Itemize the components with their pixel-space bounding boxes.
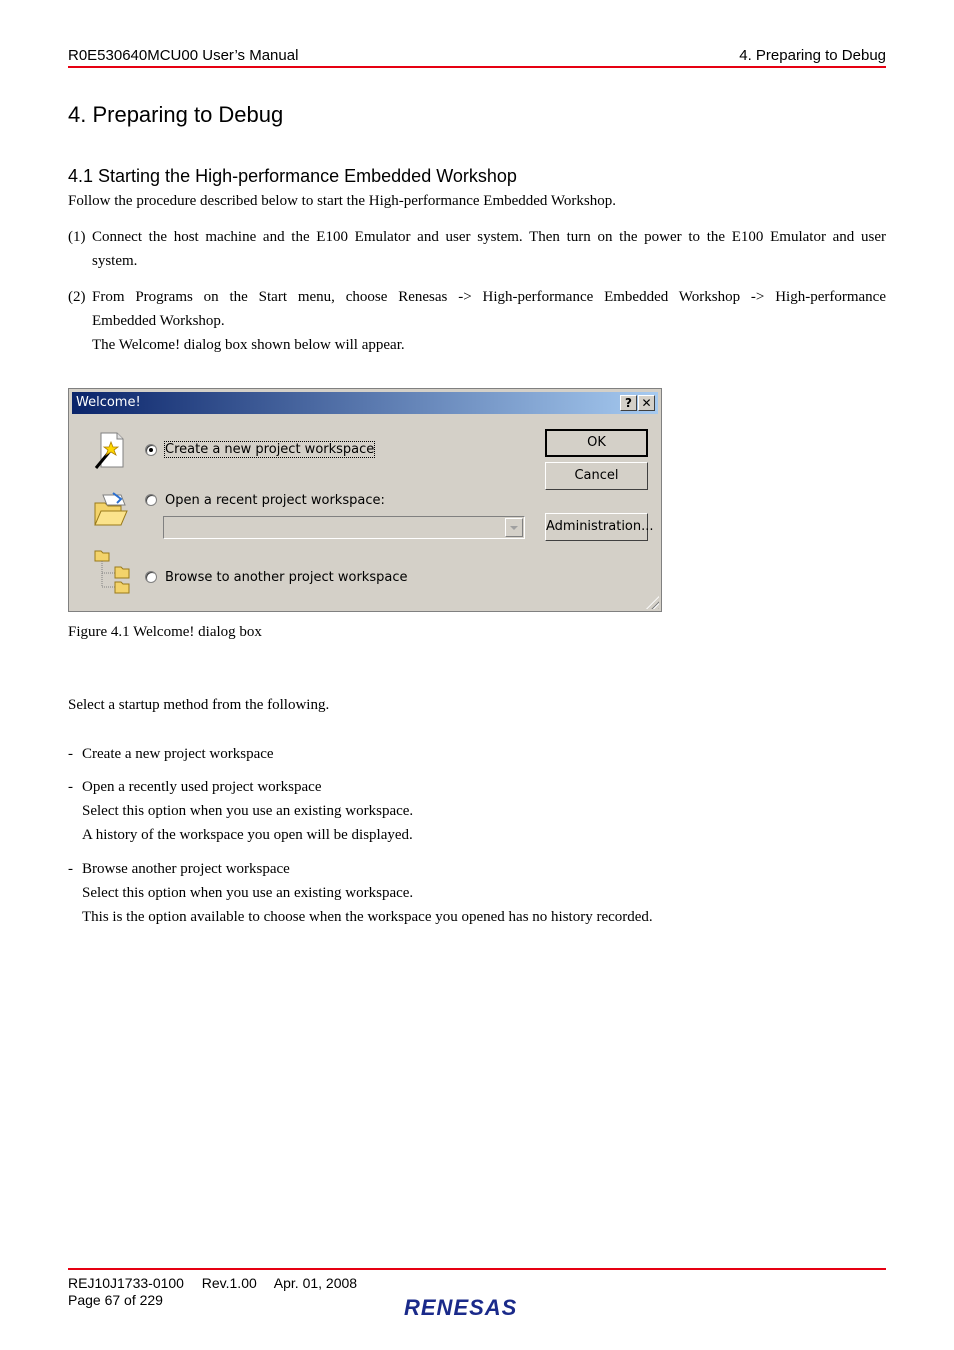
dialog-title: Welcome! — [76, 395, 141, 410]
browse-workspace-radio[interactable] — [145, 571, 157, 583]
recent-workspace-combo[interactable] — [163, 516, 525, 539]
open-folder-icon — [91, 491, 129, 529]
dialog-titlebar — [72, 392, 658, 414]
step-number: (2) — [68, 289, 86, 305]
footer-doc-id: REJ10J1733-0100 — [68, 1275, 184, 1291]
help-button[interactable]: ? — [620, 395, 637, 411]
list-item-title: Browse another project workspace — [82, 861, 290, 877]
running-header-title: R0E530640MCU00 User’s Manual — [68, 47, 299, 64]
folder-tree-icon — [93, 547, 131, 595]
step-2 — [68, 285, 886, 357]
close-button[interactable] — [638, 395, 655, 411]
footer-rule — [68, 1268, 886, 1270]
new-project-wand-icon — [93, 431, 127, 471]
step-1 — [68, 225, 886, 273]
open-recent-workspace-radio[interactable] — [145, 494, 157, 506]
step-text-line: Embedded Workshop. — [92, 313, 225, 329]
footer-doc-info — [68, 1275, 357, 1291]
startup-options-list — [68, 742, 886, 929]
create-new-workspace-label[interactable]: Create a new project workspace — [165, 442, 375, 457]
renesas-logo — [404, 1294, 552, 1320]
administration-button[interactable]: Administration... — [545, 513, 648, 541]
list-item: - Browse another project workspace Select this option when you use an existing workspace. This is the option available to choose when the workspace you opened has no history recorded. — [68, 857, 886, 929]
svg-text:RENESAS: RENESAS — [404, 1295, 518, 1320]
step-text-line: The Welcome! dialog box shown below will appear. — [92, 337, 405, 353]
ok-button[interactable]: OK — [545, 429, 648, 457]
list-item-detail: This is the option available to choose when the workspace you opened has no history recorded. — [82, 909, 653, 925]
select-instruction: Select a startup method from the following. — [68, 697, 330, 713]
close-icon: ✕ — [641, 396, 652, 410]
step-text-line: system. — [92, 253, 138, 269]
list-item-title: Create a new project workspace — [82, 746, 274, 762]
browse-workspace-label[interactable]: Browse to another project workspace — [165, 570, 408, 585]
figure-caption: Figure 4.1 Welcome! dialog box — [68, 624, 262, 640]
footer-page-number: Page 67 of 229 — [68, 1292, 163, 1308]
step-text-line: From Programs on the Start menu, choose Renesas -> High-performance Embedded Workshop -> High-performance — [92, 289, 886, 305]
intro-paragraph: Follow the procedure described below to start the High-performance Embedded Workshop. — [68, 193, 616, 209]
resize-grip-icon[interactable] — [646, 596, 659, 609]
step-number: (1) — [68, 229, 86, 245]
cancel-button[interactable]: Cancel — [545, 462, 648, 490]
welcome-dialog — [68, 388, 662, 612]
chapter-title: 4. Preparing to Debug — [68, 102, 284, 127]
step-text-line: Connect the host machine and the E100 Emulator and user system. Then turn on the power to the E100 Emulator and user — [92, 229, 886, 245]
list-item-detail: Select this option when you use an existing workspace. — [82, 885, 414, 901]
list-item-detail: A history of the workspace you open will be displayed. — [82, 827, 413, 843]
running-header-chapter: 4. Preparing to Debug — [739, 47, 886, 64]
footer-revision: Rev.1.00 — [201, 1275, 257, 1291]
list-item-detail: Select this option when you use an existing workspace. — [82, 803, 414, 819]
footer-date: Apr. 01, 2008 — [273, 1275, 358, 1291]
open-recent-workspace-label[interactable]: Open a recent project workspace: — [165, 493, 385, 508]
list-item: - Create a new project workspace — [68, 742, 886, 766]
section-title: 4.1 Starting the High-performance Embedded Workshop — [68, 166, 517, 186]
create-new-workspace-radio[interactable] — [145, 444, 157, 456]
list-item-title: Open a recently used project workspace — [82, 779, 322, 795]
list-item: - Open a recently used project workspace Select this option when you use an existing workspace. A history of the workspace you open will be displayed. — [68, 775, 886, 847]
header-rule — [68, 66, 886, 68]
chevron-down-icon[interactable] — [505, 518, 523, 537]
